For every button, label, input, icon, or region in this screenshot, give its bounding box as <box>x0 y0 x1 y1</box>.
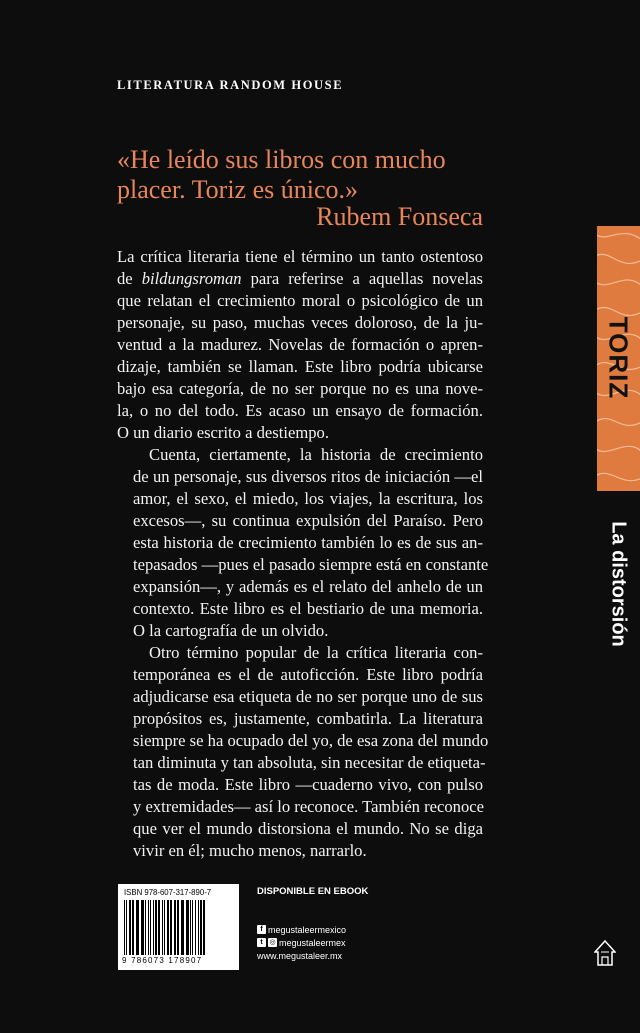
blurb-line: excesos—, su continua expulsión del Paraíso. Pero <box>133 511 483 530</box>
pull-quote-text: «He leído sus libros con mucho placer. Toriz es único.» <box>117 145 446 204</box>
blurb-line: siempre se ha ocupado del yo, de esa zona del mundo <box>133 731 489 750</box>
blurb-line: esta historia de crecimiento también lo es de sus an- <box>133 533 483 552</box>
back-cover-blurb <box>117 246 489 862</box>
spine-author: TORIZ <box>603 316 634 400</box>
ebook-availability: DISPONIBLE EN EBOOK <box>257 886 369 897</box>
blurb-line: Cuenta, ciertamente, la historia de crecimiento <box>149 445 483 464</box>
blurb-line: que relatan el crecimiento moral o psicológico de un <box>117 291 483 310</box>
blurb-line: expansión—, y además es el relato del anhelo de un <box>133 577 483 596</box>
barcode-bars <box>124 900 233 955</box>
blurb-line: de un personaje, sus diversos ritos de iniciación —el <box>133 467 483 486</box>
facebook-handle: megustaleermexico <box>268 924 347 935</box>
isbn-label: ISBN 978-607-317-890-7 <box>124 888 212 897</box>
blurb-line: bajo esa categoría, de no ser porque no es una nove- <box>117 379 483 398</box>
blurb-paragraph <box>117 246 483 444</box>
twitter-instagram-handle: megustaleermex <box>279 937 346 948</box>
blurb-line: dizaje, también se llaman. Este libro podría ubicarse <box>117 357 483 376</box>
twitter-instagram-row <box>257 936 346 949</box>
blurb-line: amor, el sexo, el miedo, los viajes, la escritura, los <box>133 489 483 508</box>
blurb-paragraph <box>117 642 489 862</box>
blurb-line: O la cartografía de un olvido. <box>133 621 329 640</box>
blurb-line: tas de moda. Este libro —cuaderno vivo, con pulso <box>133 775 483 794</box>
website-url: www.megustaleer.mx <box>257 950 343 961</box>
blurb-line: contexto. Este libro es el bestiario de una memoria. <box>133 599 483 618</box>
blurb-line: vivir en él; mucho menos, narrarlo. <box>133 841 367 860</box>
blurb-line: Otro término popular de la crítica literaria con- <box>149 643 483 662</box>
pull-quote <box>117 145 483 205</box>
isbn-barcode <box>118 884 239 970</box>
blurb-line: y extremidades— así lo reconoce. También reconoce <box>133 797 485 816</box>
blurb-paragraph <box>117 444 489 642</box>
facebook-icon: f <box>257 925 266 934</box>
barcode-digits: 9 786073 178907 <box>122 956 203 965</box>
website-row <box>257 949 346 962</box>
facebook-row <box>257 923 346 936</box>
instagram-icon: ◎ <box>269 939 276 946</box>
blurb-line: temporánea es el de autoficción. Este libro podría <box>133 665 483 684</box>
blurb-line: ventud a la madurez. Novelas de formación o apren- <box>117 335 483 354</box>
blurb-line: La crítica literaria tiene el término un tanto ostentoso <box>117 247 483 266</box>
blurb-line: tan diminuta y tan absoluta, sin necesitar de etiqueta- <box>133 753 486 772</box>
pull-quote-author: Rubem Fonseca <box>316 202 483 231</box>
imprint-label: LITERATURA RANDOM HOUSE <box>117 78 344 92</box>
random-house-logo-icon <box>594 940 616 966</box>
blurb-line: que ver el mundo distorsiona el mundo. No se diga <box>133 819 483 838</box>
blurb-line: de bildungsroman para referirse a aquellas novelas <box>117 269 484 288</box>
spine-title: La distorsión <box>607 521 630 647</box>
twitter-icon: t <box>257 938 266 947</box>
blurb-line: O un diario escrito a destiempo. <box>117 423 329 442</box>
blurb-line: personaje, su paso, muchas veces doloroso, de la ju- <box>117 313 483 332</box>
blurb-line: propósitos es, justamente, combatirla. La literatura <box>133 709 483 728</box>
blurb-line: la, o no del todo. Es acaso un ensayo de formación. <box>117 401 483 420</box>
blurb-line: adjudicarse esa etiqueta de no ser porque uno de sus <box>133 687 483 706</box>
blurb-line: tepasados —pues el pasado siempre está en constante <box>133 555 489 574</box>
social-links <box>257 923 346 962</box>
